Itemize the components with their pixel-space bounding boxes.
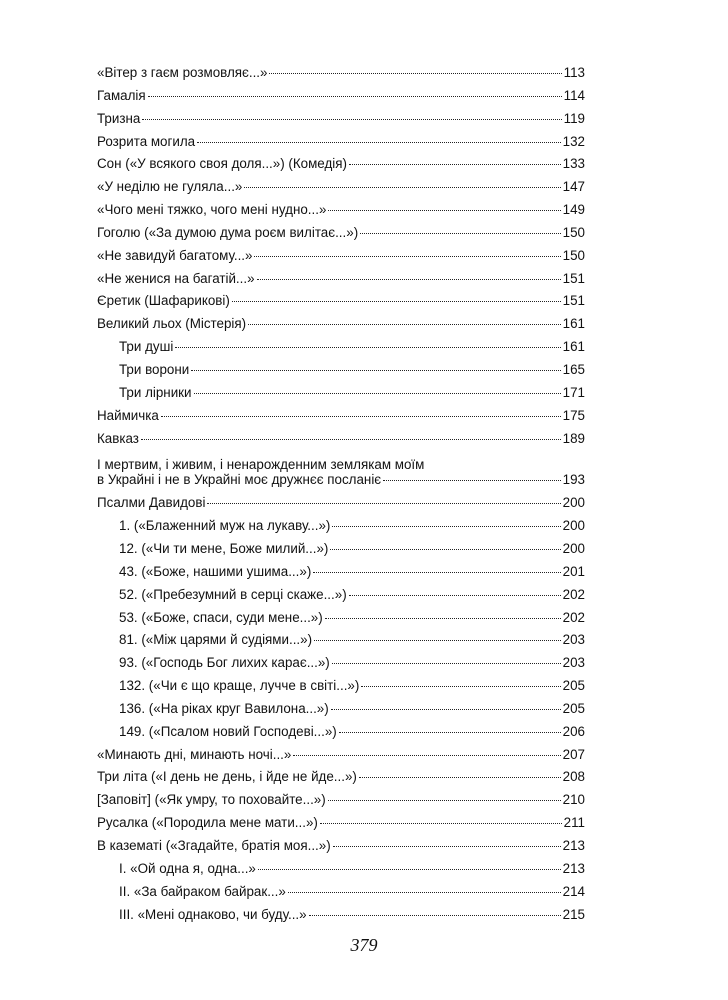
toc-entry [97,587,585,610]
toc-entry [97,453,585,495]
toc-entry-title: В казематі («Згадайте, братія моя...») [97,838,331,853]
toc-entry [97,678,585,701]
toc-entry-title: 43. («Боже, нашими ушима...») [119,563,312,579]
toc-entry-page: 202 [562,609,585,625]
toc-entry-page: 161 [562,316,585,332]
dot-leader [349,595,561,596]
dot-leader [141,439,561,440]
toc-entry-page: 150 [562,247,585,263]
toc-entry-title: Сон («У всякого своя доля...») (Комедія) [97,156,347,172]
toc-entry-page: 171 [562,384,585,400]
table-of-contents [97,65,585,929]
dot-leader [331,709,561,710]
toc-entry-title: «Чого мені тяжко, чого мені нудно...» [97,202,327,218]
toc-entry [97,271,585,294]
toc-entry-page: 147 [562,179,585,195]
dot-leader [330,549,560,550]
toc-entry-page: 202 [562,586,585,602]
toc-entry [97,202,585,225]
toc-entry-title: Три ворони [119,361,190,377]
toc-entry-title: [Заповіт] («Як умру, то поховайте...») [97,792,326,808]
toc-entry-page: 206 [562,723,585,739]
toc-entry [97,518,585,541]
dot-leader [339,732,561,733]
toc-entry-title: 93. («Господь Бог лихих карає...») [119,655,330,671]
toc-entry-title: 149. («Псалом новий Господеві...») [119,723,337,739]
toc-entry-title: Три лірники [119,384,192,400]
toc-entry-title: 132. («Чи є що краще, лучче в світі...») [119,678,360,694]
toc-entry-page: 119 [563,110,585,126]
toc-entry [97,884,585,907]
toc-entry-page: 200 [562,518,585,534]
toc-entry [97,431,585,454]
toc-entry-page: 214 [562,883,585,899]
toc-entry-page: 210 [562,792,585,808]
dot-leader [257,279,561,280]
toc-entry-title: Тризна [97,110,141,126]
dot-leader [207,503,560,504]
toc-entry [97,88,585,111]
toc-entry-title: Розрита могила [97,133,196,149]
toc-entry-title: «Не завидуй багатому...» [97,247,253,263]
toc-entry-page: 213 [562,838,585,853]
toc-entry-title: Три літа («І день не день, і йде не йде...») [97,769,357,785]
toc-entry-page: 161 [562,339,585,355]
toc-entry [97,293,585,316]
toc-entry-title: II. «За байраком байрак...» [119,883,286,899]
toc-entry-page: 205 [562,700,585,716]
dot-leader [332,526,560,527]
toc-entry-page: 211 [563,815,585,831]
dot-leader [288,892,561,893]
toc-entry-page: 203 [562,632,585,648]
toc-entry [97,838,585,861]
page-number: 379 [350,935,378,955]
dot-leader [333,846,561,847]
toc-entry-page: 149 [562,202,585,218]
toc-entry-title: «Вітер з гаєм розмовляє...» [97,65,268,80]
toc-entry-page: 208 [562,769,585,785]
toc-entry [97,408,585,431]
toc-entry [97,907,585,930]
toc-entry-page: 151 [562,293,585,309]
toc-entry-page: 132 [562,133,585,149]
toc-entry [97,792,585,815]
dot-leader [360,233,561,234]
dot-leader [194,393,561,394]
toc-entry-title: I. «Ой одна я, одна...» [119,860,256,876]
toc-entry [97,724,585,747]
dot-leader [293,755,560,756]
toc-entry-page: 175 [562,407,585,423]
dot-leader [269,73,561,74]
toc-entry [97,179,585,202]
toc-entry [97,134,585,157]
dot-leader [232,301,561,302]
toc-entry-page: 151 [562,270,585,286]
toc-entry [97,769,585,792]
dot-leader [383,480,561,481]
toc-entry-title: Наймичка [97,407,159,423]
toc-entry-page: 113 [563,65,585,80]
dot-leader [148,96,562,97]
dot-leader [313,572,560,573]
dot-leader [244,187,560,188]
toc-entry-title: Русалка («Породила мене мати...») [97,815,318,831]
dot-leader [332,663,561,664]
toc-entry-title: «Не женися на багатій...» [97,270,255,286]
dot-leader [197,142,561,143]
dot-leader [361,686,560,687]
dot-leader [142,119,561,120]
toc-entry-title: III. «Мені однаково, чи буду...» [119,906,307,922]
toc-entry-title: «Минають дні, минають ночі...» [97,746,292,762]
toc-entry [97,701,585,724]
toc-entry [97,655,585,678]
dot-leader [320,823,562,824]
toc-entry-page: 207 [562,746,585,762]
toc-entry-page: 114 [563,87,585,103]
toc-entry-title: 81. («Між царями й судіями...») [119,632,313,648]
dot-leader [328,210,560,211]
toc-entry-page: 165 [562,361,585,377]
toc-entry [97,385,585,408]
toc-entry [97,747,585,770]
toc-entry-page: 150 [562,224,585,240]
toc-entry [97,111,585,134]
dot-leader [325,618,561,619]
toc-entry-title: Гамалія [97,87,146,103]
dot-leader [175,347,560,348]
toc-entry [97,495,585,518]
toc-entry-title-continued: в Украйні і не в Украйні моє дружнєє посланіє [97,472,382,488]
toc-entry [97,632,585,655]
toc-entry-title: 136. («На ріках круг Вавилона...») [119,700,329,716]
toc-entry-title: Кавказ [97,430,139,446]
dot-leader [359,777,561,778]
toc-entry-title: 52. («Пребезумний в серці скаже...») [119,586,347,602]
toc-entry-title: Великий льох (Містерія) [97,316,247,332]
toc-entry [97,541,585,564]
toc-entry [97,610,585,633]
dot-leader [309,915,561,916]
dot-leader [314,640,561,641]
dot-leader [161,416,561,417]
toc-entry-title: Гоголю («За думою дума роєм вилітає...») [97,224,359,240]
dot-leader [248,324,561,325]
toc-entry-title: Псалми Давидові [97,495,206,511]
dot-leader [191,370,560,371]
toc-entry [97,156,585,179]
toc-entry-page: 215 [562,906,585,922]
toc-entry [97,815,585,838]
toc-entry-page: 189 [562,430,585,446]
dot-leader [258,869,561,870]
dot-leader [254,256,560,257]
toc-entry [97,339,585,362]
toc-entry-title: 12. («Чи ти мене, Боже милий...») [119,541,329,557]
toc-entry [97,225,585,248]
toc-entry-title: Єретик (Шафарикові) [97,293,230,309]
toc-entry-title: Три душі [119,339,174,355]
toc-entry-page: 133 [562,156,585,172]
toc-entry [97,316,585,339]
toc-entry-title: 53. («Боже, спаси, суди мене...») [119,609,323,625]
toc-entry [97,65,585,88]
toc-entry-page: 200 [562,541,585,557]
toc-entry [97,362,585,385]
toc-entry-page: 200 [562,495,585,511]
dot-leader [328,800,561,801]
toc-entry-page: 203 [562,655,585,671]
toc-entry-page: 201 [562,563,585,579]
toc-entry-title: 1. («Блаженний муж на лукаву...») [119,518,331,534]
toc-entry-page: 213 [562,860,585,876]
toc-entry [97,248,585,271]
toc-entry-page: 205 [562,678,585,694]
toc-entry [97,861,585,884]
toc-entry-title: «У неділю не гуляла...» [97,179,243,195]
toc-entry-page: 193 [562,472,585,488]
toc-entry [97,564,585,587]
dot-leader [349,164,561,165]
toc-entry-title: І мертвим, і живим, і ненарожденним землякам моїм [97,457,425,473]
